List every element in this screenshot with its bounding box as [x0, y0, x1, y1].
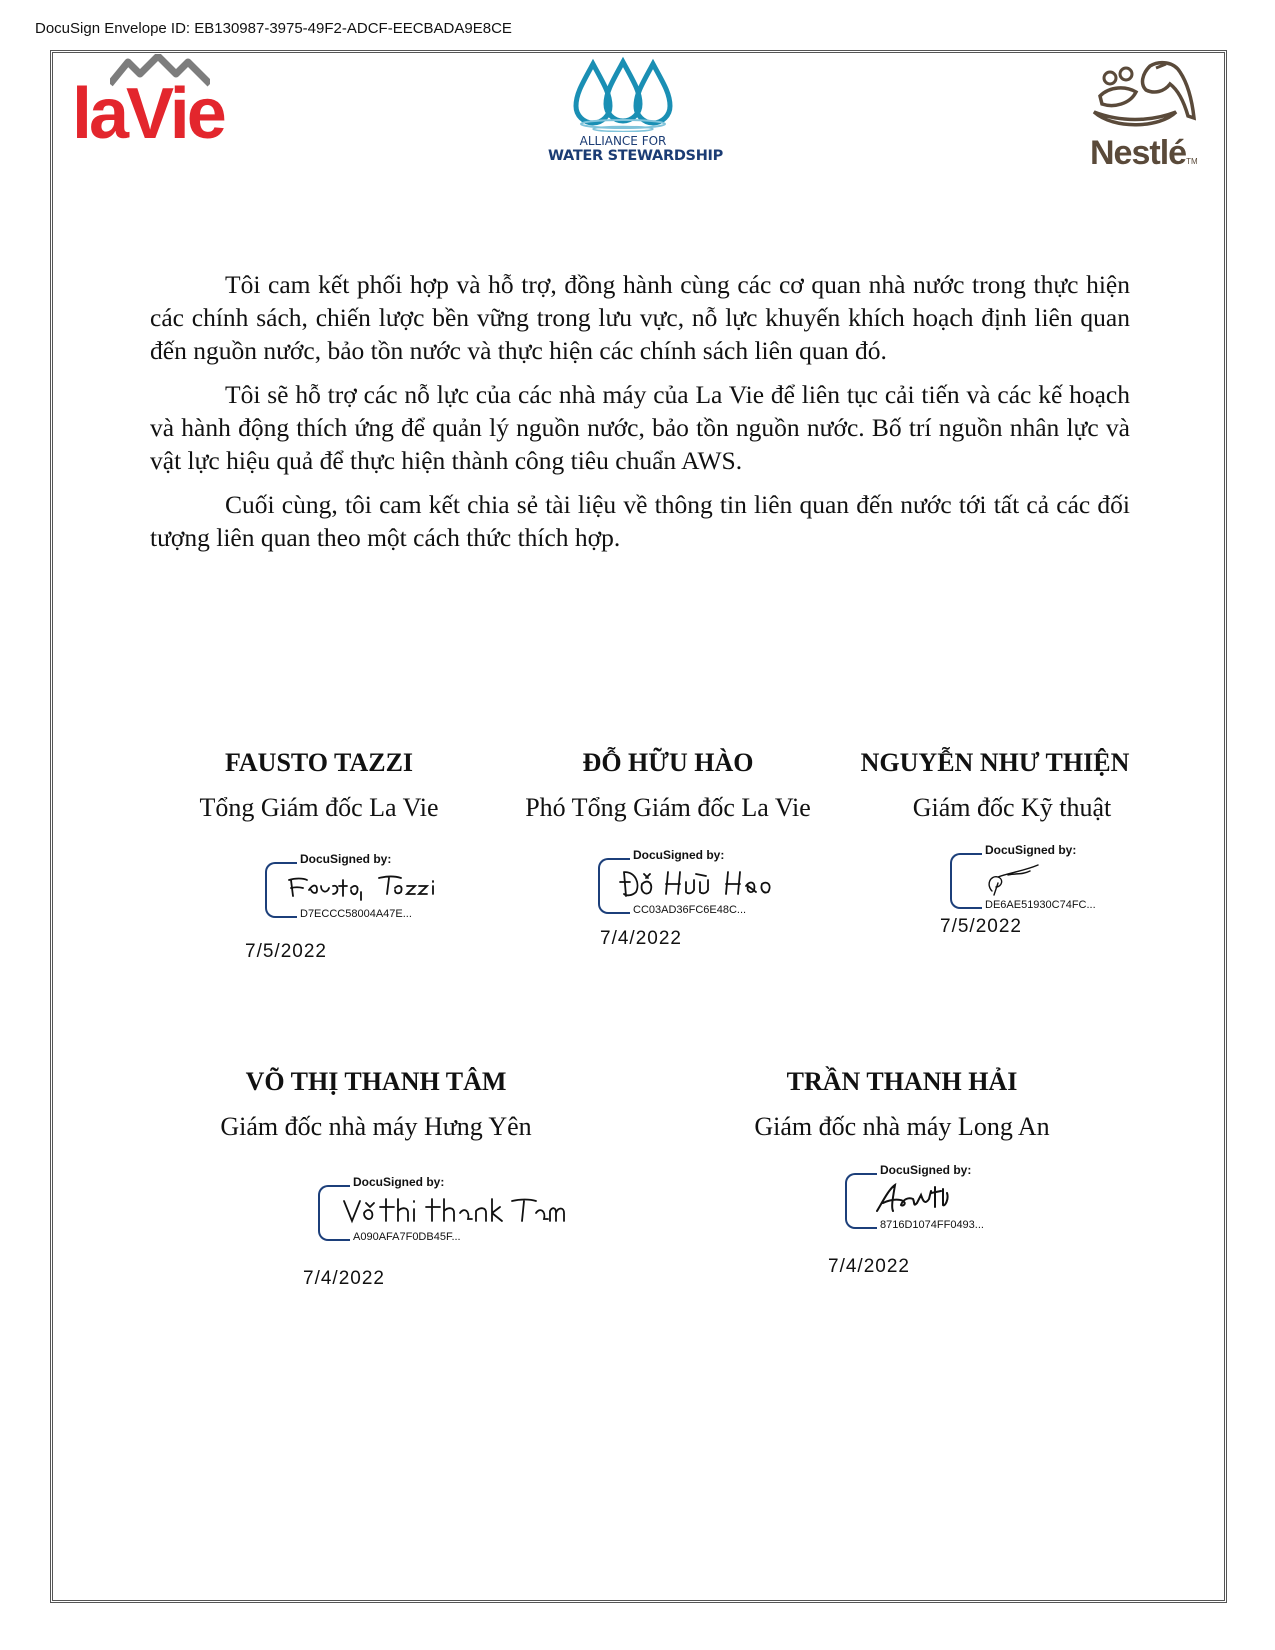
signatory-name: FAUSTO TAZZI — [224, 748, 414, 777]
nestle-trademark: TM — [1186, 157, 1198, 166]
lavie-logo — [72, 54, 257, 164]
signature-date: 7/5/2022 — [245, 941, 327, 962]
docusign-block — [950, 843, 1190, 915]
water-drops-icon — [568, 56, 678, 132]
signatory-role: Phó Tổng Giám đốc La Vie — [525, 793, 811, 822]
aws-line2: WATER STEWARDSHIP — [548, 148, 723, 164]
docusigned-label: DocuSigned by: — [350, 1175, 447, 1189]
signature-date: 7/4/2022 — [303, 1268, 385, 1289]
docusigned-label: DocuSigned by: — [297, 852, 394, 866]
paragraph: Tôi sẽ hỗ trợ các nỗ lực của các nhà máy của La Vie để liên tục cải tiến và các kế hoạch và hành động thích ứng để quản lý nguồn nước, bảo tồn nguồn nước. Bố trí nguồn nhân lực và vật lực hiệu quả để thực hiện thành công tiêu chuẩn AWS. — [150, 380, 1130, 475]
docusign-envelope-id: DocuSign Envelope ID: EB130987-3975-49F2-ADCF-EECBADA9E8CE — [35, 20, 512, 37]
docusigned-label: DocuSigned by: — [630, 848, 727, 862]
signatory-role: Giám đốc nhà máy Long An — [754, 1112, 1050, 1141]
signature-date: 7/4/2022 — [600, 928, 682, 949]
signature-date: 7/5/2022 — [940, 916, 1022, 937]
docusign-block — [265, 852, 505, 924]
signatory-role: Giám đốc Kỹ thuật — [912, 793, 1112, 822]
signature-hash: DE6AE51930C74FC... — [982, 899, 1099, 911]
signature-hash: 8716D1074FF0493... — [877, 1219, 987, 1231]
handwritten-signature — [863, 1177, 983, 1219]
aws-line1: ALLIANCE FOR — [579, 134, 667, 148]
paragraph: Cuối cùng, tôi cam kết chia sẻ tài liệu về thông tin liên quan đến nước tới tất cả các đối tượng liên quan theo một cách thức thích hợp. — [150, 490, 1130, 552]
paragraph: Tôi cam kết phối hợp và hỗ trợ, đồng hành cùng các cơ quan nhà nước trong thực hiện các chính sách, chiến lược bền vững trong lưu vực, nỗ lực khuyến khích hoạch định liên quan đến nguồn nước, bảo tồn nước và thực hiện các chính sách liên quan đó. — [150, 270, 1130, 365]
docusign-block — [318, 1175, 558, 1247]
docusigned-label: DocuSigned by: — [982, 843, 1079, 857]
aws-logo — [548, 56, 723, 176]
docusigned-label: DocuSigned by: — [877, 1163, 974, 1177]
signature-hash: D7ECCC58004A47E... — [297, 908, 415, 920]
handwritten-signature — [968, 857, 1088, 899]
docusign-block — [845, 1163, 1085, 1235]
signatory-name: TRẦN THANH HẢI — [786, 1067, 1018, 1096]
nestle-logo — [1090, 56, 1220, 181]
handwritten-signature — [283, 866, 443, 908]
nestle-wordmark: NestléTM — [1090, 134, 1198, 172]
lavie-wordmark: laVie — [72, 74, 224, 154]
signatory-name: NGUYỄN NHƯ THIỆN — [860, 748, 1130, 777]
signatory-role: Tổng Giám đốc La Vie — [199, 793, 439, 822]
handwritten-signature — [616, 862, 776, 904]
bird-nest-icon — [1090, 56, 1200, 134]
handwritten-signature — [336, 1189, 566, 1231]
signatory-role: Giám đốc nhà máy Hưng Yên — [220, 1112, 532, 1141]
docusign-block — [598, 848, 838, 920]
commitment-text — [150, 268, 1130, 565]
signature-hash: CC03AD36FC6E48C... — [630, 904, 749, 916]
signatory-name: ĐỖ HỮU HÀO — [582, 748, 754, 777]
signatory-name: VÕ THỊ THANH TÂM — [245, 1067, 507, 1096]
signature-hash: A090AFA7F0DB45F... — [350, 1231, 464, 1243]
signature-date: 7/4/2022 — [828, 1256, 910, 1277]
